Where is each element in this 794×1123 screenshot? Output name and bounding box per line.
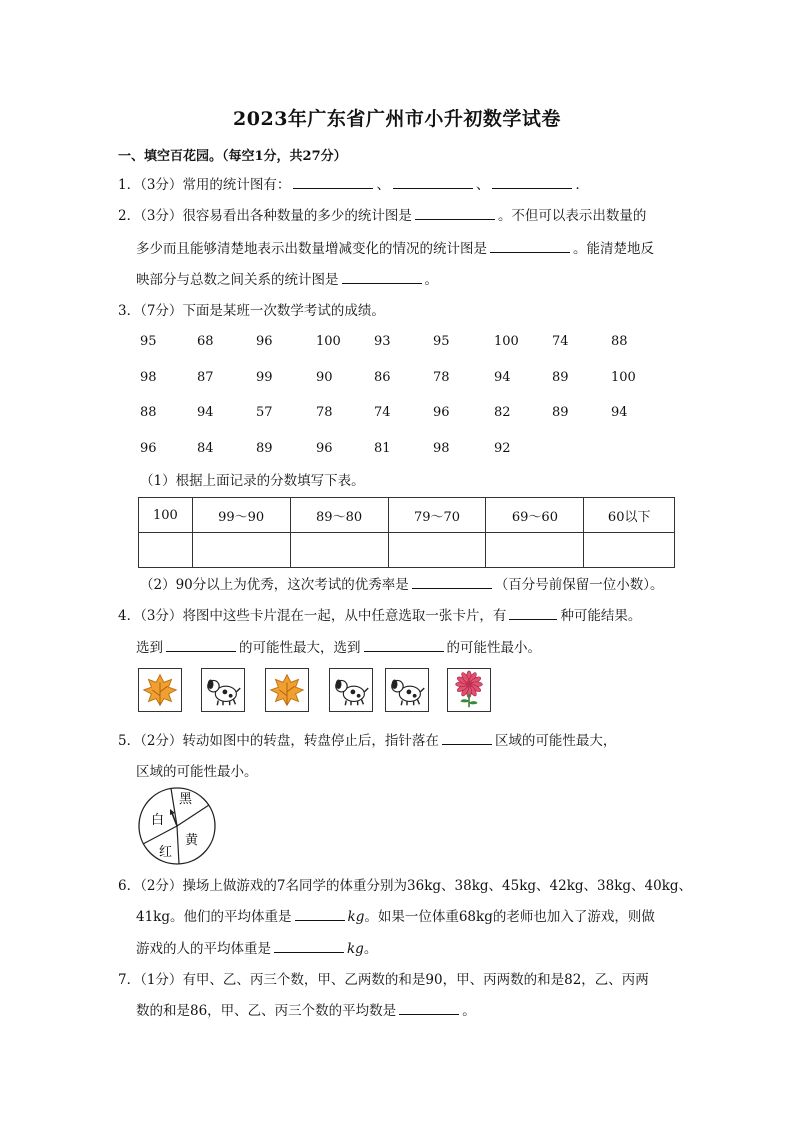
question-4-line-2 (136, 639, 541, 657)
spinner-diagram (135, 786, 219, 866)
score-value: 94 (611, 405, 628, 420)
answer-cell[interactable] (290, 533, 388, 568)
page-title: 2023年广东省广州市小升初数学试卷 (233, 108, 561, 130)
dog-card (201, 668, 245, 712)
region-label-white: 白 (151, 813, 165, 828)
score-value: 98 (140, 369, 157, 385)
question-number: 7． (118, 972, 141, 988)
question-text: 的可能性最小。 (446, 640, 541, 656)
table-header-cell: 100 (139, 498, 193, 533)
question-text: 游戏的人的平均体重是 (136, 941, 271, 957)
leaf-card (138, 668, 182, 712)
question-text: 的可能性最大，选到 (239, 640, 361, 656)
score-value: 89 (552, 369, 569, 385)
leaf-icon (266, 669, 308, 711)
question-text: 选到 (136, 640, 163, 656)
question-score: （2分） (140, 733, 183, 749)
score-value: 81 (374, 440, 391, 456)
score-value: 89 (552, 405, 569, 420)
answer-blank[interactable] (364, 639, 444, 652)
question-text: 多少而且能够清楚地表示出数量增减变化的情况的统计图是 (136, 241, 487, 257)
question-6-line-3 (136, 940, 377, 958)
question-text: （2）90分以上为优秀，这次考试的优秀率是 (140, 577, 409, 593)
score-value: 84 (197, 440, 214, 456)
table-header-row (139, 498, 675, 533)
dog-icon (386, 669, 428, 711)
question-text: 映部分与总数之间关系的统计图是 (136, 272, 339, 288)
question-text: 有甲、乙、丙三个数，甲、乙两数的和是90，甲、丙两数的和是82，乙、丙两 (182, 972, 649, 988)
answer-blank[interactable] (342, 271, 422, 284)
answer-blank[interactable] (412, 576, 492, 589)
table-header-cell: 89～80 (290, 498, 388, 533)
answer-blank[interactable] (492, 176, 572, 189)
answer-cell[interactable] (388, 533, 486, 568)
question-5-line-2: 区域的可能性最小。 (136, 764, 258, 780)
score-value: 96 (316, 440, 333, 456)
question-3-sub-1: （1）根据上面记录的分数填写下表。 (140, 473, 365, 489)
score-value: 95 (433, 334, 450, 349)
score-value: 96 (140, 440, 157, 456)
answer-blank[interactable] (415, 207, 495, 220)
question-score: （2分） (140, 878, 183, 894)
question-3 (118, 302, 385, 320)
answer-cell[interactable] (584, 533, 675, 568)
question-text: 转动如图中的转盘，转盘停止后，指针落在 (182, 733, 439, 749)
score-value: 94 (494, 369, 511, 385)
dog-icon (202, 669, 244, 711)
question-4-line-1 (118, 607, 641, 625)
score-value: 96 (433, 405, 450, 420)
question-number: 3． (118, 303, 141, 319)
dog-card (385, 668, 429, 712)
score-value: 92 (494, 440, 511, 456)
question-6-line-2 (136, 908, 655, 926)
score-value: 95 (140, 334, 157, 349)
region-label-black: 黑 (179, 792, 193, 807)
score-value: 88 (140, 405, 157, 420)
separator: 、 (475, 177, 490, 193)
score-value: 68 (197, 334, 214, 349)
question-6-line-1 (118, 877, 692, 895)
flower-card (447, 668, 491, 712)
answer-blank[interactable] (393, 176, 473, 189)
answer-blank[interactable] (293, 176, 373, 189)
question-2-line-1 (118, 207, 646, 225)
question-text: 。 (424, 272, 438, 288)
score-value: 96 (256, 334, 273, 349)
table-header-cell: 69～60 (486, 498, 584, 533)
dog-icon (330, 669, 372, 711)
question-7-line-2 (136, 1002, 476, 1020)
question-text: 。 (462, 1003, 476, 1019)
question-text: 。不但可以表示出数量的 (497, 208, 647, 224)
question-score: （3分） (140, 208, 183, 224)
question-text: 。能清楚地反 (573, 241, 654, 257)
table-header-cell: 79～70 (388, 498, 486, 533)
score-value: 99 (256, 369, 273, 385)
leaf-card (265, 668, 309, 712)
flower-icon (448, 669, 490, 711)
question-number: 1． (118, 177, 141, 193)
question-text: 。 (363, 941, 378, 957)
question-text: 操场上做游戏的7名同学的体重分别为36kg、38kg、45kg、42kg、38kg、40kg、 (182, 878, 693, 894)
question-1 (118, 176, 589, 194)
score-value: 94 (197, 405, 214, 420)
question-text: 。如果一位体重68kg的老师也加入了游戏，则做 (364, 909, 655, 925)
answer-blank[interactable] (509, 607, 557, 620)
score-value: 100 (316, 334, 341, 349)
score-value: 87 (197, 369, 214, 385)
score-value: 89 (256, 440, 273, 456)
question-score: （1分） (140, 972, 183, 988)
answer-blank[interactable] (274, 940, 344, 953)
question-text: 常用的统计图有： (182, 177, 291, 193)
answer-blank[interactable] (166, 639, 236, 652)
punctuation: ． (575, 177, 589, 193)
score-value: 78 (316, 405, 333, 420)
score-value: 100 (494, 334, 519, 349)
table-header-cell: 99～90 (192, 498, 290, 533)
question-text: （百分号前保留一位小数）。 (494, 577, 664, 593)
score-value: 74 (374, 405, 391, 420)
question-number: 4． (118, 608, 141, 624)
question-score: （3分） (140, 177, 183, 193)
question-number: 6． (118, 878, 141, 894)
question-2-line-3 (136, 271, 438, 289)
question-score: （7分） (140, 303, 183, 319)
question-text: 区域的可能性最大， (494, 733, 617, 749)
question-text: 41kg。他们的平均体重是 (136, 909, 292, 925)
answer-blank[interactable] (442, 732, 492, 745)
question-5-line-1 (118, 732, 616, 750)
table-answer-row (139, 533, 675, 568)
region-label-red: 红 (159, 845, 173, 860)
separator: 、 (376, 177, 390, 193)
table-header-cell: 60以下 (584, 498, 675, 533)
answer-blank[interactable] (399, 1002, 459, 1015)
answer-blank[interactable] (295, 908, 345, 921)
answer-blank[interactable] (490, 240, 570, 253)
score-value: 90 (316, 369, 333, 385)
question-text: 下面是某班一次数学考试的成绩。 (182, 303, 385, 319)
question-text: 种可能结果。 (560, 608, 642, 624)
section-heading: 一、填空百花园。（每空1分，共27分） (118, 149, 347, 164)
score-value: 74 (552, 334, 569, 349)
score-value: 100 (611, 369, 636, 385)
score-value: 98 (433, 440, 450, 456)
question-3-sub-2 (140, 576, 664, 594)
unit-label: kg (347, 941, 364, 957)
region-label-yellow: 黄 (185, 833, 199, 848)
dog-card (329, 668, 373, 712)
question-number: 5． (118, 733, 141, 749)
question-number: 2． (118, 208, 141, 224)
score-value: 93 (374, 334, 391, 349)
grade-table (138, 497, 675, 568)
question-text: 数的和是86，甲、乙、丙三个数的平均数是 (136, 1003, 397, 1019)
score-value: 57 (256, 405, 273, 420)
score-value: 88 (611, 334, 628, 349)
answer-cell[interactable] (139, 533, 193, 568)
question-7-line-1 (118, 971, 649, 989)
unit-label: kg (347, 909, 365, 925)
answer-cell[interactable] (486, 533, 584, 568)
leaf-icon (139, 669, 181, 711)
question-text: 将图中这些卡片混在一起，从中任意选取一张卡片，有 (182, 608, 507, 624)
question-2-line-2 (136, 240, 654, 258)
score-value: 86 (374, 369, 391, 385)
question-text: 很容易看出各种数量的多少的统计图是 (182, 208, 412, 224)
question-score: （3分） (140, 608, 183, 624)
score-value: 78 (433, 369, 450, 385)
answer-cell[interactable] (192, 533, 290, 568)
score-value: 82 (494, 405, 511, 420)
